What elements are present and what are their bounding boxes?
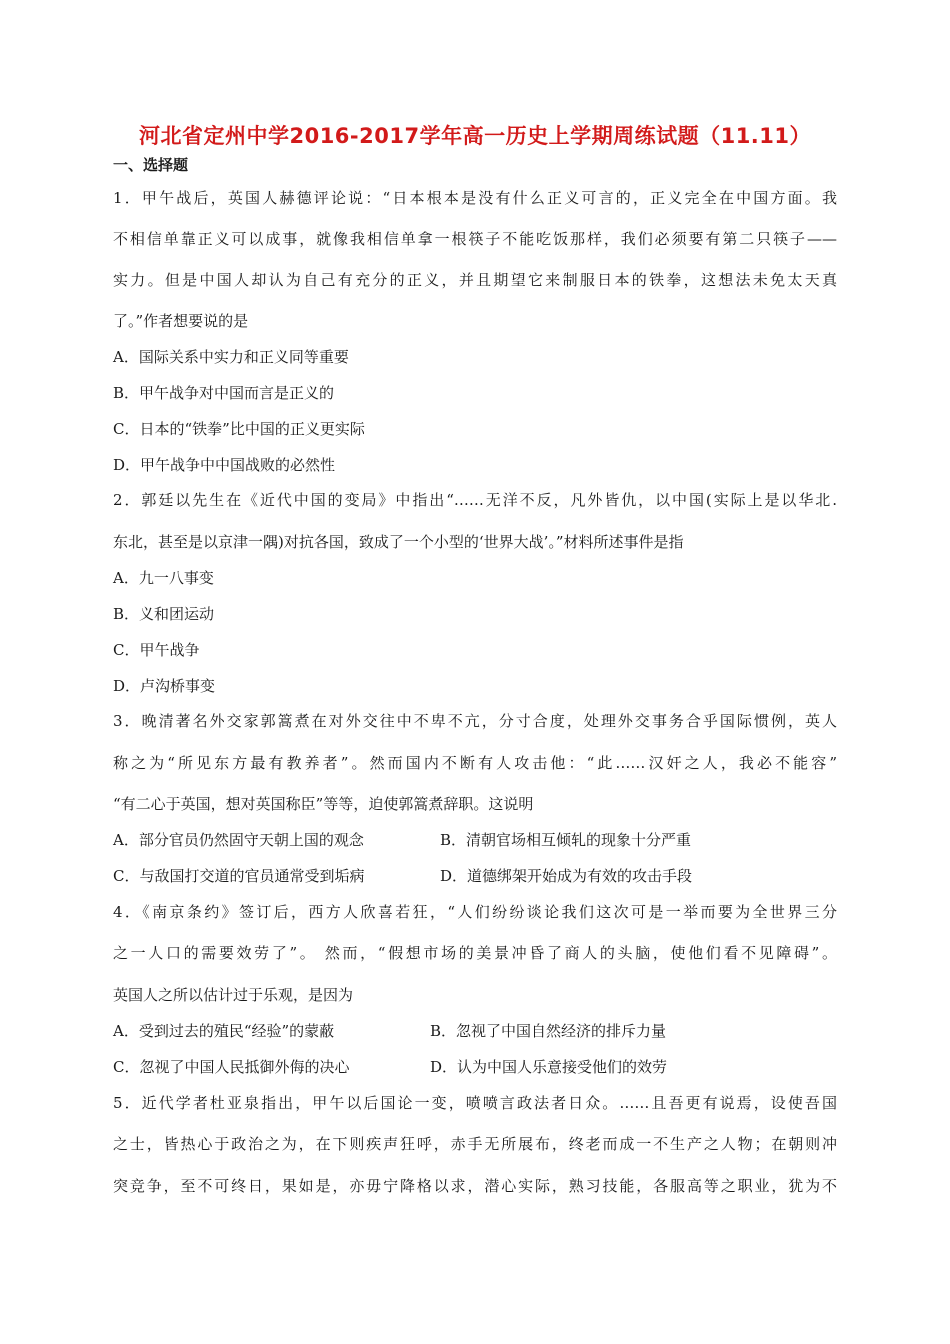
- q4-option-a: A．受到过去的殖民“经验”的蒙蔽: [113, 1022, 335, 1040]
- q2-stem-line-1: 2．郭廷以先生在《近代中国的变局》中指出“……无洋不反，凡外皆仇，以中国(实际上是以华北.: [113, 491, 837, 509]
- q1-option-a: A．国际关系中实力和正义同等重要: [113, 348, 349, 366]
- section-heading: 一、选择题: [113, 156, 189, 174]
- q3-stem-line-2: 称之为“所见东方最有教养者”。然而国内不断有人攻击他：“此……汉奸之人，我必不能容”: [113, 754, 837, 772]
- q4-stem-line-2: 之一人口的需要效劳了”。 然而，“假想市场的美景冲昏了商人的头脑，使他们看不见障碍”。: [113, 944, 837, 962]
- q1-stem-line-3: 实力。但是中国人却认为自己有充分的正义，并且期望它来制服日本的铁拳，这想法未免太天真: [113, 271, 837, 289]
- q1-option-c: C．日本的“铁拳”比中国的正义更实际: [113, 420, 365, 438]
- q1-stem-line-1: 1．甲午战后，英国人赫德评论说：“日本根本是没有什么正义可言的，正义完全在中国方面。我: [113, 189, 837, 207]
- q4-option-b: B．忽视了中国自然经济的排斥力量: [430, 1022, 667, 1040]
- q2-option-b: B．义和团运动: [113, 605, 215, 623]
- q3-option-c: C．与敌国打交道的官员通常受到垢病: [113, 867, 365, 885]
- q1-stem-line-2: 不相信单靠正义可以成事，就像我相信单拿一根筷子不能吃饭那样，我们必须要有第二只筷子——: [113, 230, 837, 248]
- q4-stem-line-3: 英国人之所以估计过于乐观，是因为: [113, 986, 354, 1004]
- q3-option-d: D．道德绑架开始成为有效的攻击手段: [440, 867, 693, 885]
- q4-option-d: D．认为中国人乐意接受他们的效劳: [430, 1058, 668, 1076]
- q2-stem-line-2: 东北，甚至是以京津一隅)对抗各国，致成了一个小型的‘世界大战’。”材料所述事件是指: [113, 533, 684, 551]
- q3-stem-line-3: “有二心于英国，想对英国称臣”等等，迫使郭篙煮辞职。这说明: [113, 795, 534, 813]
- q5-stem-line-3: 突竞争，至不可终日，果如是，亦毋宁降格以求，潜心实际，熟习技能，各服高等之职业，犹为不: [113, 1177, 837, 1195]
- q5-stem-line-1: 5．近代学者杜亚泉指出，甲午以后国论一变，喷喷言政法者日众。……且吾更有说焉，设使吾国: [113, 1094, 837, 1112]
- q4-option-c: C．忽视了中国人民抵御外侮的决心: [113, 1058, 350, 1076]
- q1-option-b: B．甲午战争对中国而言是正义的: [113, 384, 335, 402]
- q5-stem-line-2: 之士，皆热心于政治之为，在下则疾声狂呼，赤手无所展布，终老而成一不生产之人物；在朝则冲: [113, 1135, 837, 1153]
- q1-stem-line-4: 了。”作者想要说的是: [113, 312, 249, 330]
- q4-stem-line-1: 4．《南京条约》签订后，西方人欣喜若狂，“人们纷纷谈论我们这次可是一举而要为全世界三分: [113, 903, 837, 921]
- q2-option-c: C．甲午战争: [113, 641, 200, 659]
- q2-option-d: D．卢沟桥事变: [113, 677, 216, 695]
- q1-option-d: D．甲午战争中中国战败的必然性: [113, 456, 336, 474]
- q3-option-b: B．清朝官场相互倾轧的现象十分严重: [440, 831, 692, 849]
- q2-option-a: A．九一八事变: [113, 569, 214, 587]
- q3-option-a: A．部分官员仍然固守天朝上国的观念: [113, 831, 364, 849]
- q3-stem-line-1: 3．晚清著名外交家郭篙煮在对外交往中不卑不亢，分寸合度，处理外交事务合乎国际惯例，英人: [113, 712, 837, 730]
- page-title: 河北省定州中学2016-2017学年高一历史上学期周练试题（11.11）: [138, 124, 812, 148]
